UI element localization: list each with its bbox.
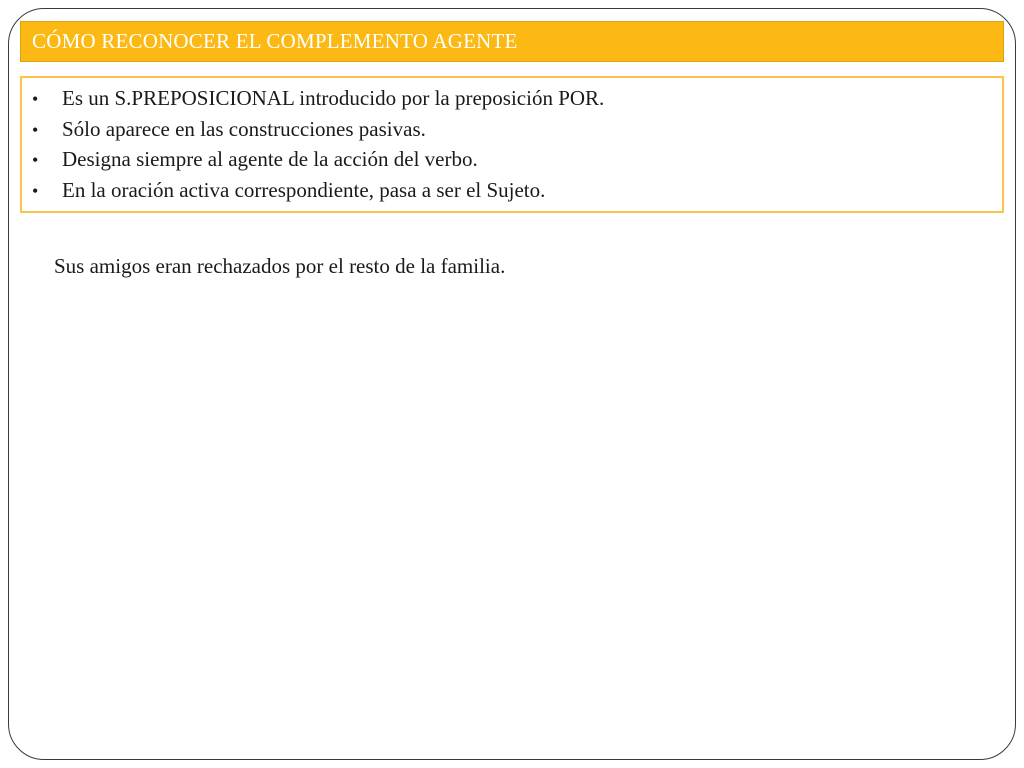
bullet-icon: • bbox=[32, 150, 39, 170]
bullet-box bbox=[20, 76, 1004, 213]
bullet-text: Designa siempre al agente de la acción del verbo. bbox=[62, 147, 478, 171]
bullet-icon: • bbox=[32, 180, 39, 201]
bullet-text: Sólo aparece en las construcciones pasivas. bbox=[62, 116, 426, 141]
bullet-text: En la oración activa correspondiente, pasa a ser el Sujeto. bbox=[62, 177, 546, 202]
bullet-item bbox=[32, 178, 604, 209]
example-sentence: Sus amigos eran rechazados por el resto de la familia. bbox=[54, 254, 506, 278]
bullet-icon: • bbox=[32, 89, 39, 109]
bullet-text: Es un S.PREPOSICIONAL introducido por la preposición POR. bbox=[62, 86, 605, 110]
bullet-item bbox=[32, 117, 604, 148]
bullet-item bbox=[32, 147, 604, 178]
bullet-item bbox=[32, 86, 604, 117]
bullet-list bbox=[32, 86, 604, 208]
title-bar bbox=[20, 21, 1004, 62]
bullet-icon: • bbox=[32, 119, 39, 140]
slide-title: CÓMO RECONOCER EL COMPLEMENTO AGENTE bbox=[32, 29, 518, 53]
